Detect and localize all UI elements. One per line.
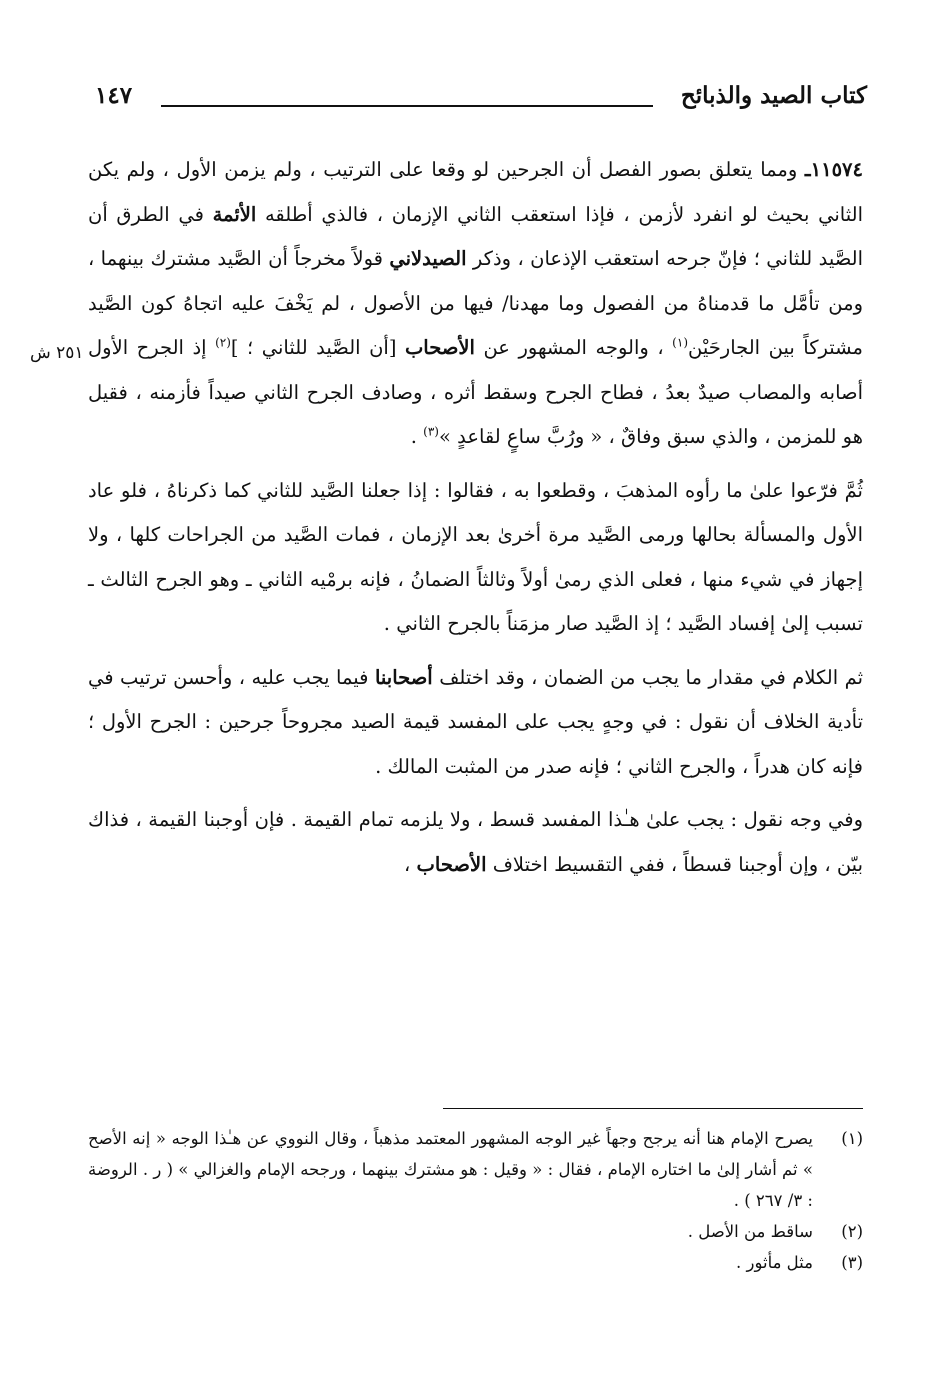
text-run: [أن الصَّيد للثاني ؛ ] [230,336,405,359]
paragraph-3 [88,656,863,790]
footnote-number: (٢) [841,1222,863,1241]
running-header [95,80,867,120]
bold-term: أصحابنا [374,665,433,689]
header-rule [161,105,653,107]
text-run: وفي وجه نقول : يجب علىٰ هـٰذا المفسد قسط ، ولا يلزمه تمام القيمة . فإن أوجبنا القيمة ، فذاك بيّن ، وإن أوجبنا قسطاً ، ففي التقسيط اختلاف [88,808,863,876]
bold-term: الأئمة [212,202,257,226]
page-number: ١٤٧ [95,82,133,109]
text-run: ومما يتعلق بصور الفصل أن الجرحين لو وقعا على الترتيب ، ولم يزمن الأول ، ولم يكن الثاني بحيث لو انفرد لأزمن ، فإذا استعقب الثاني الإزمان ، فالذي أطلقه [88,158,863,226]
text-run: قولاً مخرجاً أن الصَّيد مشترك بينهما ، ومن تأمَّل ما قدمناهُ من الفصول وما مهدنا/ فيها من الأصول ، لم يَخْفَ عليه اتجاهُ كون الصَّيد مشتركاً بين الجارحَيْن [88,247,863,359]
footnote-2 [88,1216,863,1247]
text-run: . [410,425,424,448]
footnote-ref-3: (٣) [423,424,439,439]
footnote-1 [88,1123,863,1216]
text-run: ، [404,852,417,876]
text-run: فيما يجب عليه ، وأحسن ترتيب في تأدية الخلاف أن نقول : في وجهٍ يجب على المفسد قيمة الصيد مجروحاً جرحين : الجرح الأول ؛ فإنه كان هدراً ، والجرح الثاني ؛ فإنه صدر من المثبت المالك . [88,665,863,778]
text-run: ، والوجه المشهور عن [474,336,673,359]
footnote-ref-1: (١) [672,335,688,350]
bold-term: الأصحاب [416,852,487,876]
footnotes [88,1123,863,1278]
footnote-text: مثل مأثور . [736,1253,813,1272]
manuscript-folio-note: ٢٥١ ش [30,343,84,363]
footnote-3 [88,1247,863,1278]
footnote-ref-2: (٢) [215,335,231,350]
text-run: في الطرق أن الصَّيد للثاني ؛ فإنّ جرحه استعقب الإذعان ، وذكر [88,202,863,270]
footnote-number: (٣) [841,1253,863,1272]
paragraph-4 [88,798,863,887]
text-run: إذ الجرح الأول أصابه والمصاب صيدٌ بعدُ ، فطاح الجرح وسقط أثره ، وصادف الجرح الثاني صيداً فأزمنه ، فقيل هو للمزمن ، والذي سبق وفاقٌ ، « ورُبَّ ساعٍ لقاعدٍ » [88,336,863,448]
issue-number: ١١٥٧٤ـ [804,158,863,181]
paragraph-2: ثُمَّ فرّعوا علىٰ ما رأوه المذهبَ ، وقطعوا به ، فقالوا : إذا جعلنا الصَّيد للثاني كما ذكرناهُ ، فلو عاد الأول والمسألة بحالها ورمى الصَّيد مرة أخرىٰ بعد الإزمان ، فمات الصَّيد من الجراحات كلها ، ولا إجهاز في شيء منها ، فعلى الذي رمىٰ أولاً وثالثاً الضمانُ ، فإنه برمْيه الثاني ـ وهو الجرح الثالث ـ تسبب إلىٰ إفساد الصَّيد ؛ إذ الصَّيد صار مزمَناً بالجرح الثاني . [88,478,863,635]
bold-term: الأصحاب [404,336,475,359]
footnote-separator [443,1108,863,1109]
paragraph-1 [88,148,863,460]
footnote-text: يصرح الإمام هنا أنه يرجح وجهاً غير الوجه المشهور المعتمد مذهباً ، وقال النووي عن هـٰذا الوجه « إنه الأصح » ثم أشار إلىٰ ما اختاره الإمام ، فقال : « وقيل : هو مشترك بينهما ، ورجحه الإمام والغزالي » ( ر . الروضة : ٣/ ٢٦٧ ) . [88,1129,813,1210]
main-text [88,148,863,887]
footnote-number: (١) [841,1129,863,1148]
footnote-text: ساقط من الأصل . [687,1222,813,1241]
text-run: ثم الكلام في مقدار ما يجب من الضمان ، وقد اختلف [432,665,863,689]
bold-term: الصيدلاني [389,247,467,270]
chapter-title: كتاب الصيد والذبائح [680,82,867,109]
